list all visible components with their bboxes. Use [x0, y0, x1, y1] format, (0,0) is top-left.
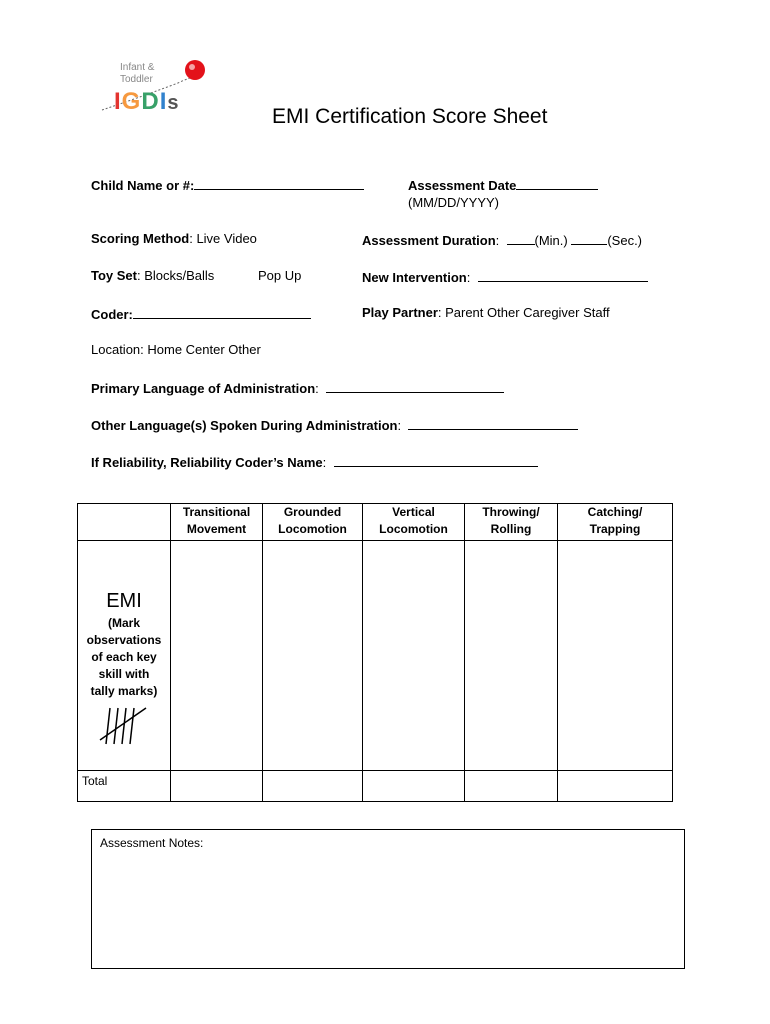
new-intervention-row: New Intervention: — [362, 268, 648, 286]
duration-sec-field[interactable] — [571, 231, 607, 245]
header-catching-trapping: Catching/ Trapping — [558, 504, 673, 541]
total-throwing-rolling-cell[interactable] — [465, 771, 558, 802]
assessment-duration-label: Assessment Duration — [362, 233, 496, 248]
child-name-field[interactable] — [194, 176, 364, 190]
total-transitional-movement-cell[interactable] — [171, 771, 263, 802]
assessment-date-field[interactable] — [516, 176, 598, 190]
logo-letter-s: s — [167, 92, 180, 114]
table-row-total — [78, 771, 673, 802]
tally-marks-icon — [94, 704, 154, 748]
table-header-row — [78, 504, 673, 541]
page-title: EMI Certification Score Sheet — [272, 105, 548, 128]
location-options[interactable]: : Home Center Other — [140, 342, 261, 357]
coder-row — [91, 305, 311, 323]
emi-transitional-movement-cell[interactable] — [171, 541, 263, 771]
toy-set-label: Toy Set — [91, 268, 137, 283]
logo-letter-g: G — [121, 88, 142, 115]
reliability-coder-label: If Reliability, Reliability Coder’s Name — [91, 455, 323, 470]
coder-field[interactable] — [133, 305, 311, 319]
date-format-hint: (MM/DD/YYYY) — [408, 195, 499, 210]
logo-line1: Infant & — [120, 62, 155, 73]
logo-line2: Toddler — [120, 74, 153, 85]
play-partner-options[interactable]: : Parent Other Caregiver Staff — [437, 305, 610, 320]
table-row-emi — [78, 541, 673, 771]
other-languages-field[interactable] — [408, 416, 578, 430]
duration-min-label: (Min.) — [534, 233, 568, 248]
other-languages-label: Other Language(s) Spoken During Administration — [91, 418, 398, 433]
location-label: Location — [91, 342, 141, 357]
new-intervention-field[interactable] — [478, 268, 648, 282]
duration-sec-label: (Sec.) — [607, 233, 643, 248]
emi-row-note: (Mark observations of each key skill with tally marks) — [86, 616, 162, 698]
logo-letter-i1: I — [114, 88, 122, 115]
primary-language-label: Primary Language of Administration — [91, 381, 316, 396]
score-table — [77, 503, 673, 802]
emi-label-cell — [78, 541, 171, 771]
assessment-date-label: Assessment Date — [408, 178, 517, 193]
toy-set-option-blocks[interactable]: : Blocks/Balls — [137, 268, 215, 283]
new-intervention-label: New Intervention — [362, 270, 467, 285]
assessment-notes-box[interactable] — [91, 829, 685, 969]
child-name-row — [91, 176, 364, 194]
assessment-notes-label: Assessment Notes: — [100, 836, 204, 850]
scoring-method-label: Scoring Method — [91, 231, 190, 246]
primary-language-field[interactable] — [326, 379, 504, 393]
primary-language-row: Primary Language of Administration: — [91, 379, 504, 397]
play-partner-label: Play Partner — [362, 305, 438, 320]
emi-row-title: EMI — [106, 590, 142, 612]
emi-throwing-rolling-cell[interactable] — [465, 541, 558, 771]
reliability-coder-row: If Reliability, Reliability Coder’s Name: — [91, 453, 538, 471]
other-languages-row: Other Language(s) Spoken During Administration: — [91, 416, 578, 434]
assessment-date-row — [408, 176, 598, 194]
logo-wordmark — [114, 88, 179, 116]
assessment-duration-row: Assessment Duration: (Min.) (Sec.) — [362, 233, 643, 248]
play-partner-row — [362, 305, 610, 321]
logo-letter-d: D — [141, 88, 160, 115]
emi-vertical-locomotion-cell[interactable] — [363, 541, 465, 771]
reliability-coder-field[interactable] — [334, 453, 538, 467]
location-row — [91, 342, 261, 358]
toy-set-row — [91, 268, 214, 284]
child-name-label: Child Name or #: — [91, 178, 195, 193]
header-transitional-movement: Transitional Movement — [171, 504, 263, 541]
logo-letter-i2: I — [159, 88, 168, 115]
total-grounded-locomotion-cell[interactable] — [263, 771, 363, 802]
header-vertical-locomotion: Vertical Locomotion — [363, 504, 465, 541]
header-corner-cell — [78, 504, 171, 541]
total-label-cell: Total — [78, 771, 171, 802]
header-throwing-rolling: Throwing/ Rolling — [465, 504, 558, 541]
total-vertical-locomotion-cell[interactable] — [363, 771, 465, 802]
duration-min-field[interactable] — [507, 231, 535, 245]
scoring-method-options[interactable]: : Live Video — [189, 231, 257, 246]
scoring-method-row — [91, 231, 257, 247]
toy-set-option-popup[interactable]: Pop Up — [258, 268, 302, 283]
header-grounded-locomotion: Grounded Locomotion — [263, 504, 363, 541]
emi-grounded-locomotion-cell[interactable] — [263, 541, 363, 771]
igdis-logo — [98, 58, 218, 120]
coder-label: Coder: — [91, 307, 133, 322]
emi-catching-trapping-cell[interactable] — [558, 541, 673, 771]
total-catching-trapping-cell[interactable] — [558, 771, 673, 802]
